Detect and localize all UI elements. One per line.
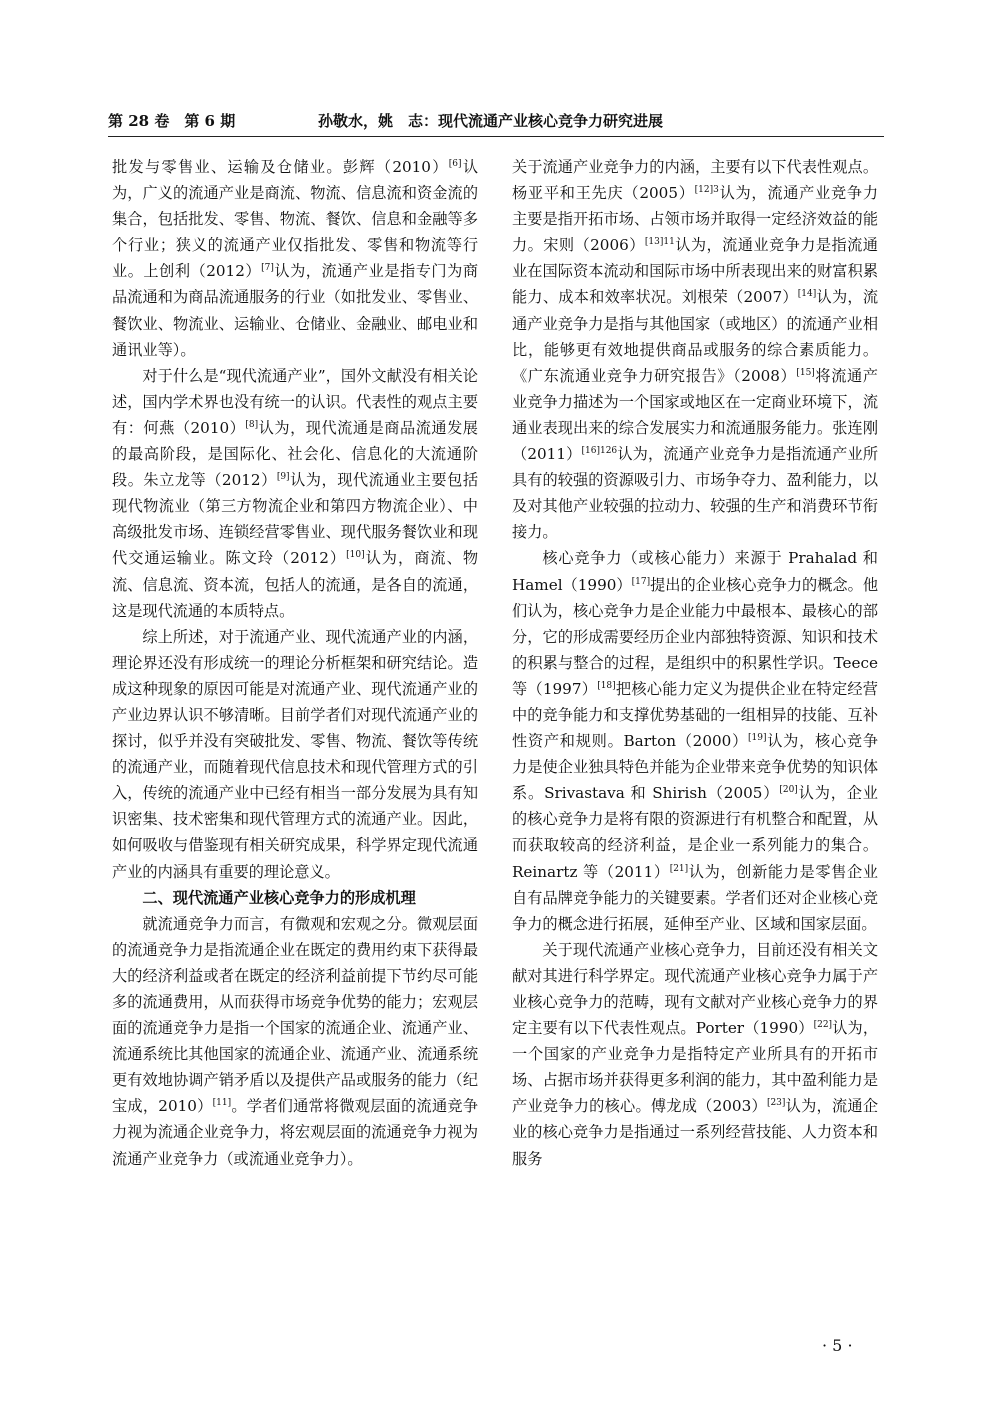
left-column <box>112 154 478 1172</box>
citation: [9] <box>276 472 290 483</box>
section-heading: 二、现代流通产业核心竞争力的形成机理 <box>142 888 416 907</box>
citation: [23] <box>766 1098 786 1109</box>
citation: [8] <box>245 419 259 430</box>
citation: [12]3 <box>694 185 719 196</box>
paragraph: 综上所述，对于流通产业、现代流通产业的内涵，理论界还没有形成统一的理论分析框架和研究结论。造成这种现象的原因可能是对流通产业、现代流通产业的产业边界认识不够清晰。目前学者们对现代流通产业的探讨，似乎并没有突破批发、零售、物流、餐饮等传统的流通产业，而随着现代信息技术和现代管理方式的引入，传统的流通产业中已经有相当一部分发展为具有知识密集、技术密集和现代管理方式的流通产业。因此，如何吸收与借鉴现有相关研究成果，科学界定现代流通产业的内涵具有重要的理论意义。 <box>112 627 478 881</box>
right-column <box>512 154 878 1172</box>
citation: [11] <box>212 1098 232 1109</box>
citation: [7] <box>261 263 274 274</box>
citation: [17] <box>631 576 651 587</box>
paragraph: 核心竞争力（或核心能力）来源于 Prahalad 和 Hamel（1990）[17]提出的企业核心竞争力的概念。他们认为，核心竞争力是企业能力中最根本、最核心的部分，它的形成需要经历企业内部独特资源、知识和技术的积累与整合的过程，是组织中的积累性学识。Teece 等（1997）[18]把核心能力定义为提供企业在特定经营中的竞争能力和支撑优势基础的一组相异的技能、互补性资产和规则。Barton（2000）[19]认为，核心竞争力是使企业独具特色并能为企业带来竞争优势的知识体系。Srivastava 和 Shirish（2005）[20]认为，企业的核心竞争力是将有限的资源进行有机整合和配置，从而获取较高的经济利益，是企业一系列能力的集合。Reinartz 等（2011）[21]认为，创新能力是零售企业自有品牌竞争能力的关键要素。学者们还对企业核心竞争力的概念进行拓展，延伸至产业、区域和国家层面。 <box>512 549 879 933</box>
citation: [19] <box>748 733 767 743</box>
paragraph: 就流通竞争力而言，有微观和宏观之分。微观层面的流通竞争力是指流通企业在既定的费用约束下获得最大的经济利益或者在既定的经济利益前提下节约尽可能多的流通费用，从而获得市场竞争优势的能力；宏观层面的流通竞争力是指一个国家的流通企业、流通产业、流通系统比其他国家的流通企业、流通产业、流通系统更有效地协调产销矛盾以及提供产品或服务的能力（纪宝成，2010）[11]。学者们通常将微观层面的流通竞争力视为流通企业竞争力，将宏观层面的流通竞争力视为流通产业竞争力（或流通业竞争力）。 <box>112 914 479 1168</box>
citation: [16]126 <box>581 445 618 456</box>
paragraph: 批发与零售业、运输及仓储业。彭辉（2010）[6]认为，广义的流通产业是商流、物流、信息流和资金流的集合，包括批发、零售、物流、餐饮、信息和金融等多个行业；狭义的流通产业仅指批发、零售和物流等行业。上创利（2012）[7]认为，流通产业是指专门为商品流通和为商品流通服务的行业（如批发业、零售业、餐饮业、物流业、运输业、仓储业、金融业、邮电业和通讯业等）。 <box>112 158 479 359</box>
citation: [13]11 <box>644 237 675 248</box>
citation: [20] <box>779 785 798 796</box>
citation: [15] <box>796 367 815 378</box>
header-rule <box>108 136 884 137</box>
citation: [6] <box>448 158 462 169</box>
citation: [18] <box>597 680 616 691</box>
paragraph: 关于现代流通产业核心竞争力，目前还没有相关文献对其进行科学界定。现代流通产业核心竞争力属于产业核心竞争力的范畴，现有文献对产业核心竞争力的界定主要有以下代表性观点。Porter（1990）[22]认为，一个国家的产业竞争力是指特定产业所具有的开拓市场、占据市场并获得更多利润的能力，其中盈利能力是产业竞争力的核心。傅龙成（2003）[23]认为，流通企业的核心竞争力是指通过一系列经营技能、人力资本和服务 <box>512 940 879 1168</box>
page-number: · 5 · <box>822 1336 853 1355</box>
running-title: 孙敬水，姚 志：现代流通产业核心竞争力研究进展 <box>318 112 664 130</box>
paragraph: 对于什么是“现代流通产业”，国外文献没有相关论述，国内学术界也没有统一的认识。代表性的观点主要有：何燕（2010）[8]认为，现代流通是商品流通发展的最高阶段，是国际化、社会化、信息化的大流通阶段。朱立龙等（2012）[9]认为，现代流通业主要包括现代物流业（第三方物流企业和第四方物流企业）、中高级批发市场、连锁经营零售业、现代服务餐饮业和现代交通运输业。陈文玲（2012）[10]认为，商流、物流、信息流、资本流，包括人的流通，是各自的流通，这是现代流通的本质特点。 <box>112 366 479 620</box>
page-header <box>108 104 884 134</box>
citation: [10] <box>346 550 365 561</box>
citation: [14] <box>797 289 817 300</box>
citation: [22] <box>813 1020 833 1031</box>
issue-label: 第 28 卷 第 6 期 <box>108 112 236 130</box>
citation: [21] <box>669 863 689 874</box>
paragraph: 关于流通产业竞争力的内涵，主要有以下代表性观点。杨亚平和王先庆（2005）$^{[12]3}$认为，流通产业竞争力主要是指开拓市场、占领市场并取得一定经济效益的能力。宋则（2006）$^{[13]11}$认为，流通业竞争力是指流通业在国际资本流动和国际市场中所表现出来的财富积累能力、成本和效率状况。刘根荣（2007）[14]认为，流通产业竞争力是指与其他国家（或地区）的流通产业相比，能够更有效地提供商品或服务的综合素质能力。《广东流通业竞争力研究报告》（2008）[15]将流通产业竞争力描述为一个国家或地区在一定商业环境下，流通业表现出来的综合发展实力和流通服务能力。张连刚（2011）$^{[16]126}$认为，流通产业竞争力是指流通产业所具有的较强的资源吸引力、市场争夺力、盈利能力，以及对其他产业较强的拉动力、较强的生产和消费环节衔接力。 <box>512 158 879 542</box>
